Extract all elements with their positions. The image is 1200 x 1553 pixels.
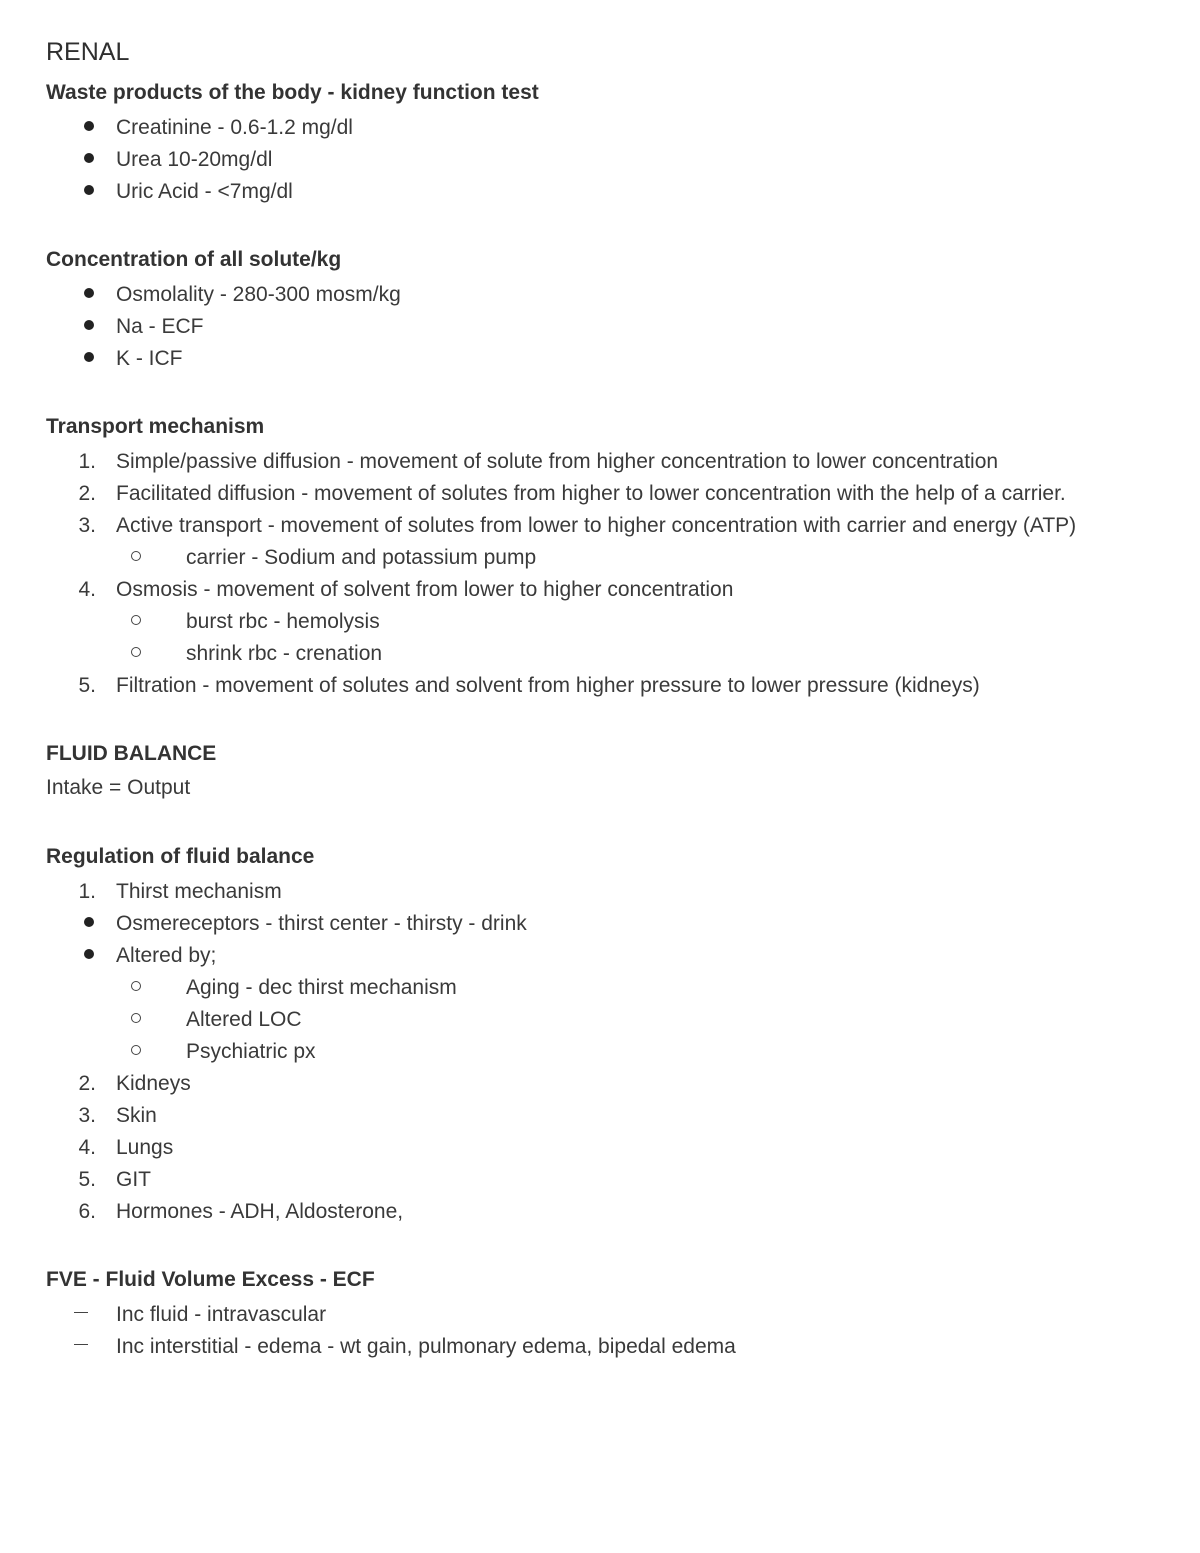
bullet-icon: [84, 320, 94, 330]
list-item: 1. Simple/passive diffusion - movement of solute from higher concentration to lower concentration: [78, 450, 999, 473]
list-item: 3. Active transport - movement of solutes from lower to higher concentration with carrier and energy (ATP): [78, 514, 1077, 537]
list-item: 4. Lungs: [78, 1136, 174, 1159]
dash-list: [46, 1299, 1166, 1363]
section-heading: Waste products of the body - kidney function test: [46, 81, 539, 104]
section-heading: Transport mechanism: [46, 415, 265, 438]
sub-list-item: Aging - dec thirst mechanism: [46, 972, 1166, 1004]
section-heading: FLUID BALANCE: [46, 742, 217, 765]
paragraph: Intake = Output: [46, 776, 191, 799]
circle-bullet-icon: [131, 551, 141, 561]
section-heading: Concentration of all solute/kg: [46, 248, 342, 271]
list-item: 2. Kidneys: [78, 1072, 191, 1095]
document-page: [46, 36, 1166, 1363]
list-item: Uric Acid - <7mg/dl: [46, 176, 1166, 208]
bullet-icon: [84, 917, 94, 927]
sub-list-item: Psychiatric px: [46, 1036, 1166, 1068]
list-item: 1. Thirst mechanism: [78, 880, 282, 903]
bullet-icon: [84, 185, 94, 195]
list-item: Altered by;: [46, 940, 1166, 972]
sub-list-item: shrink rbc - crenation: [46, 638, 1166, 670]
numbered-list: [46, 876, 1166, 1228]
page-title: RENAL: [46, 38, 130, 66]
numbered-list: [46, 446, 1166, 702]
circle-bullet-icon: [131, 1013, 141, 1023]
list-item: 3. Skin: [78, 1104, 157, 1127]
list-item: Inc fluid - intravascular: [46, 1299, 1166, 1331]
bullet-icon: [84, 121, 94, 131]
list-item: 6. Hormones - ADH, Aldosterone,: [78, 1200, 404, 1223]
bullet-icon: [84, 153, 94, 163]
list-item: Osmereceptors - thirst center - thirsty - drink: [46, 908, 1166, 940]
list-item: 2. Facilitated diffusion - movement of solutes from higher to lower concentration with the help of a carrier.: [78, 482, 1066, 505]
list-item: Creatinine - 0.6-1.2 mg/dl: [46, 112, 1166, 144]
dash-icon: [74, 1312, 88, 1314]
bullet-list: [46, 279, 1166, 375]
sub-list-item: carrier - Sodium and potassium pump: [46, 542, 1166, 574]
circle-bullet-icon: [131, 647, 141, 657]
list-item: 4. Osmosis - movement of solvent from lower to higher concentration: [78, 578, 734, 601]
list-item: Osmolality - 280-300 mosm/kg: [46, 279, 1166, 311]
dash-icon: [74, 1344, 88, 1346]
list-item: 5. Filtration - movement of solutes and solvent from higher pressure to lower pressure (kidneys): [78, 674, 980, 697]
section-heading: FVE - Fluid Volume Excess - ECF: [46, 1268, 375, 1291]
bullet-icon: [84, 949, 94, 959]
list-item: K - ICF: [46, 343, 1166, 375]
bullet-icon: [84, 352, 94, 362]
circle-bullet-icon: [131, 981, 141, 991]
circle-bullet-icon: [131, 615, 141, 625]
bullet-list: [46, 112, 1166, 208]
sub-list-item: burst rbc - hemolysis: [46, 606, 1166, 638]
bullet-icon: [84, 288, 94, 298]
sub-list-item: Altered LOC: [46, 1004, 1166, 1036]
list-item: Urea 10-20mg/dl: [46, 144, 1166, 176]
list-item: Inc interstitial - edema - wt gain, pulmonary edema, bipedal edema: [46, 1331, 1166, 1363]
section-heading: Regulation of fluid balance: [46, 845, 315, 868]
list-item: 5. GIT: [78, 1168, 151, 1191]
circle-bullet-icon: [131, 1045, 141, 1055]
list-item: Na - ECF: [46, 311, 1166, 343]
